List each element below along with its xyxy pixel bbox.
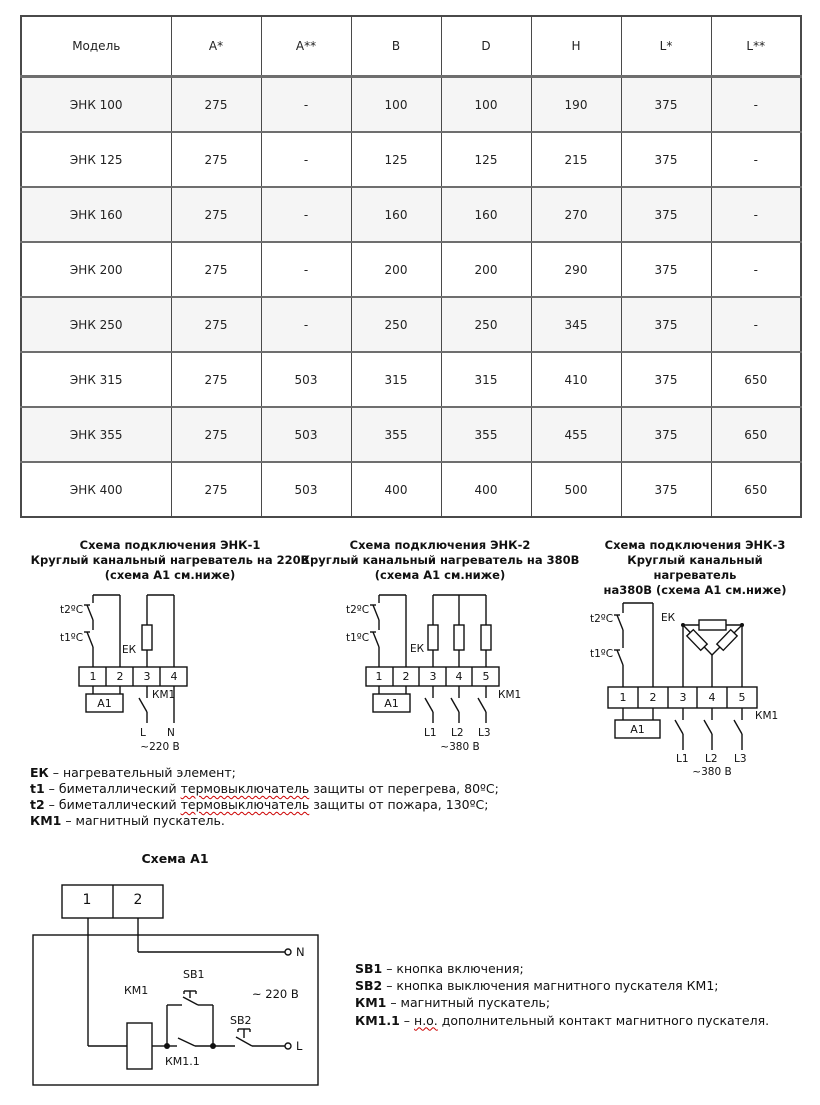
title-line: на380В (схема А1 см.ниже): [603, 583, 787, 597]
legend-item: ЕК – нагревательный элемент;: [30, 765, 236, 780]
terminal-3: 3: [429, 670, 437, 683]
heater-element-label: ЕК: [410, 643, 425, 655]
diagram-enk2-title: [295, 538, 585, 583]
col-header-a1: A*: [171, 16, 261, 77]
heater-element-label: ЕК: [122, 644, 137, 656]
table-row: ЭНК 160 275 - 160 160 270 375 -: [21, 187, 801, 242]
legend-term: t1: [30, 781, 45, 796]
voltage-label: ~ 220 В: [252, 987, 299, 1001]
terminal-5: 5: [738, 691, 746, 704]
phase-l2-label: L2: [451, 727, 464, 739]
t2-thermal-switch-label: t2ºС: [346, 604, 370, 616]
components-legend: [30, 765, 499, 829]
t1-thermal-switch-label: t1ºС: [346, 632, 370, 644]
legend-item: КМ1.1 – н.о. дополнительный контакт магнитного пускателя.: [355, 1012, 770, 1028]
voltage-label: ~220 В: [140, 741, 180, 753]
model-cell: ЭНК 400: [21, 462, 171, 517]
legend-item: t1 – биметаллический термовыключатель защиты от перегрева, 80ºС;: [30, 781, 499, 796]
col-header-model: Модель: [21, 16, 171, 77]
table-row: ЭНК 125 275 - 125 125 215 375 -: [21, 132, 801, 187]
terminal-2: 2: [116, 670, 124, 683]
terminal-5: 5: [482, 670, 490, 683]
phase-l2-label: L2: [705, 753, 718, 765]
voltage-label: ~380 В: [692, 766, 732, 778]
km11-contact-label: КМ1.1: [165, 1055, 200, 1068]
terminal-1: 1: [619, 691, 627, 704]
legend-term: SB2: [355, 978, 383, 994]
phase-l1-label: L1: [676, 753, 689, 765]
title-line: Круглый канальный нагреватель на 380В: [300, 553, 580, 567]
terminal-1: 1: [375, 670, 383, 683]
neutral-n-label: N: [167, 727, 175, 739]
misspelled-word: термовыключатель: [180, 781, 310, 796]
terminal-1: 1: [89, 670, 97, 683]
dimensions-table: [20, 15, 802, 518]
diagram-enk3-title: [585, 538, 805, 598]
sb1-button-label: SB1: [183, 968, 205, 981]
legend-item: SB2 – кнопка выключения магнитного пускателя КМ1;: [355, 978, 719, 994]
terminal-4: 4: [170, 670, 178, 683]
legend-item: SB1 – кнопка включения;: [355, 961, 524, 976]
col-header-a2: A**: [261, 16, 351, 77]
table-row: ЭНК 355 275 503 355 355 455 375 650: [21, 407, 801, 462]
legend-item: КМ1 – магнитный пускатель.: [30, 813, 225, 828]
model-cell: ЭНК 200: [21, 242, 171, 297]
phase-l3-label: L3: [478, 727, 491, 739]
km1-contact-label: КМ1: [755, 710, 779, 722]
col-header-l2: L**: [711, 16, 801, 77]
title-line: (схема А1 см.ниже): [104, 568, 236, 582]
a1-module-label: А1: [384, 697, 399, 710]
legend-item: КМ1 – магнитный пускатель;: [355, 995, 551, 1011]
legend-term: SB1: [355, 961, 383, 976]
terminal-4: 4: [455, 670, 463, 683]
km1-contact-label: КМ1: [498, 689, 522, 701]
a1-module-label: А1: [630, 723, 645, 736]
schema-a1-legend: [355, 960, 769, 1029]
a1-module-label: А1: [97, 697, 112, 710]
legend-term: КМ1.1: [355, 1012, 400, 1028]
col-header-l1: L*: [621, 16, 711, 77]
terminal-3: 3: [143, 670, 151, 683]
legend-term: КМ1: [355, 995, 387, 1011]
sb2-button-label: SB2: [230, 1014, 252, 1027]
title-line: Круглый канальный нагреватель: [627, 553, 763, 582]
terminal-3: 3: [679, 691, 687, 704]
t2-thermal-switch-label: t2ºС: [60, 604, 84, 616]
neutral-n-label: N: [296, 945, 305, 959]
a1-terminal-1: 1: [82, 892, 92, 908]
model-cell: ЭНК 250: [21, 297, 171, 352]
title-line: Схема подключения ЭНК-2: [349, 538, 531, 552]
phase-l-label: L: [296, 1039, 303, 1053]
km1-coil-label: КМ1: [124, 984, 149, 997]
legend-term: t2: [30, 797, 45, 812]
col-header-b: B: [351, 16, 441, 77]
title-line: Схема подключения ЭНК-3: [604, 538, 786, 552]
table-row: ЭНК 250 275 - 250 250 345 375 -: [21, 297, 801, 352]
diagram-enk1-title: [20, 538, 320, 583]
col-header-d: D: [441, 16, 531, 77]
a1-terminal-2: 2: [133, 892, 143, 908]
terminal-2: 2: [402, 670, 410, 683]
voltage-label: ~380 В: [440, 741, 480, 753]
title-line: Круглый канальный нагреватель на 220В: [30, 553, 310, 567]
t1-thermal-switch-label: t1ºС: [590, 648, 614, 660]
model-cell: ЭНК 355: [21, 407, 171, 462]
table-row: ЭНК 400 275 503 400 400 500 375 650: [21, 462, 801, 517]
col-header-h: H: [531, 16, 621, 77]
model-cell: ЭНК 100: [21, 77, 171, 133]
table-row: ЭНК 200 275 - 200 200 290 375 -: [21, 242, 801, 297]
title-line: Схема подключения ЭНК-1: [79, 538, 261, 552]
legend-term: ЕК: [30, 765, 49, 780]
phase-l1-label: L1: [424, 727, 437, 739]
t2-thermal-switch-label: t2ºС: [590, 613, 614, 625]
terminal-4: 4: [708, 691, 716, 704]
model-cell: ЭНК 125: [21, 132, 171, 187]
model-cell: ЭНК 315: [21, 352, 171, 407]
t1-thermal-switch-label: t1ºС: [60, 632, 84, 644]
legend-item: t2 – биметаллический термовыключатель защиты от пожара, 130ºС;: [30, 797, 489, 812]
table-header-row: [21, 16, 801, 77]
terminal-2: 2: [649, 691, 657, 704]
misspelled-word: термовыключатель: [180, 797, 310, 812]
km1-contact-label: КМ1: [152, 689, 176, 701]
model-cell: ЭНК 160: [21, 187, 171, 242]
phase-l3-label: L3: [734, 753, 747, 765]
misspelled-word: н.о.: [414, 1012, 438, 1028]
title-line: (схема А1 см.ниже): [374, 568, 506, 582]
phase-l-label: L: [140, 727, 146, 739]
legend-term: КМ1: [30, 813, 62, 828]
schema-a1-title: Схема А1: [141, 851, 209, 866]
table-row: ЭНК 315 275 503 315 315 410 375 650: [21, 352, 801, 407]
heater-element-label: ЕК: [661, 612, 676, 624]
table-row: ЭНК 100 275 - 100 100 190 375 -: [21, 77, 801, 133]
